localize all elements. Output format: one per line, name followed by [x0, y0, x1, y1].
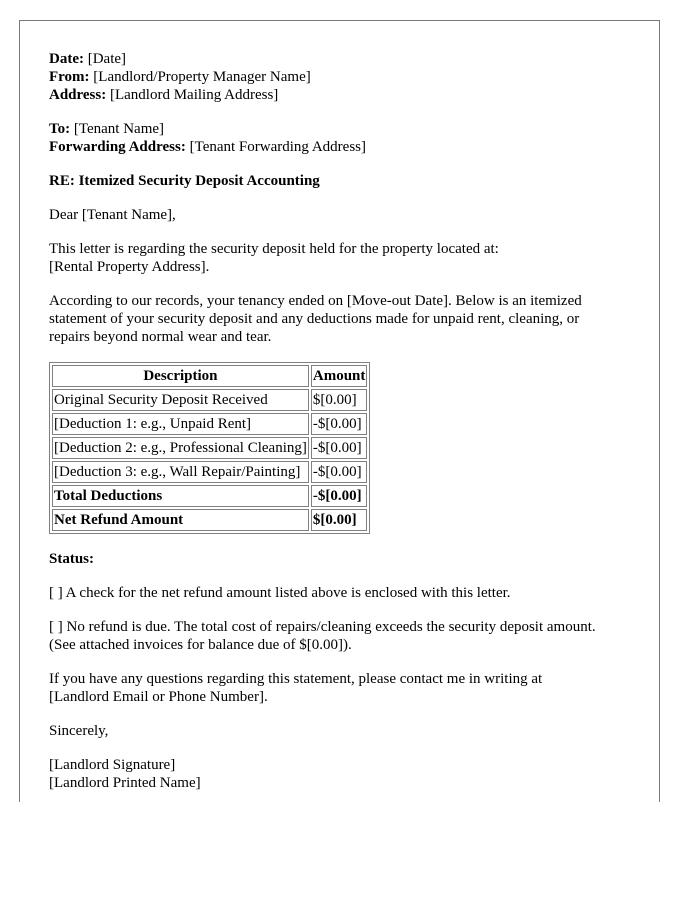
to-label: To: — [49, 121, 71, 137]
no-refund-line-2: (See attached invoices for balance due of $[0.00]). — [49, 637, 352, 653]
letter-header — [49, 50, 649, 104]
table-row — [52, 437, 367, 459]
net-refund-row — [52, 509, 367, 531]
status-option-no-refund — [49, 618, 649, 654]
table-row — [52, 461, 367, 483]
status-option-refund: [ ] A check for the net refund amount listed above is enclosed with this letter. — [49, 585, 511, 601]
subject-text: RE: Itemized Security Deposit Accounting — [49, 173, 320, 189]
to-value: [Tenant Name] — [73, 121, 165, 137]
property-address-line: [Rental Property Address]. — [49, 259, 210, 275]
letter-body — [49, 50, 649, 808]
contact-line-2: [Landlord Email or Phone Number]. — [49, 689, 268, 705]
row-description: [Deduction 2: e.g., Professional Cleaning] — [52, 437, 309, 459]
records-line-1: According to our records, your tenancy ended on [Move-out Date]. Below is an itemized — [49, 293, 582, 309]
row-amount: -$[0.00] — [311, 437, 368, 459]
forwarding-line — [49, 138, 649, 156]
date-line — [49, 50, 649, 68]
closing: Sincerely, — [49, 723, 109, 739]
intro-paragraph — [49, 240, 649, 276]
row-description: Original Security Deposit Received — [52, 389, 309, 411]
address-value: [Landlord Mailing Address] — [109, 87, 279, 103]
table-header-row — [52, 365, 367, 387]
row-description: [Deduction 3: e.g., Wall Repair/Painting] — [52, 461, 309, 483]
total-deductions-row — [52, 485, 367, 507]
total-deductions-amount: -$[0.00] — [311, 485, 368, 507]
deposit-table — [49, 362, 370, 534]
subject-line — [49, 172, 649, 190]
address-line — [49, 86, 649, 104]
from-line — [49, 68, 649, 86]
total-deductions-label: Total Deductions — [52, 485, 309, 507]
from-label: From: — [49, 69, 90, 85]
no-refund-line-1: [ ] No refund is due. The total cost of repairs/cleaning exceeds the security deposit amount. — [49, 619, 596, 635]
table-row — [52, 389, 367, 411]
date-value: [Date] — [87, 51, 127, 67]
status-label: Status: — [49, 551, 95, 567]
records-line-2: statement of your security deposit and any deductions made for unpaid rent, cleaning, or — [49, 311, 580, 327]
row-amount: -$[0.00] — [311, 461, 368, 483]
to-line — [49, 120, 649, 138]
contact-line-1: If you have any questions regarding this statement, please contact me in writing at — [49, 671, 543, 687]
row-amount: -$[0.00] — [311, 413, 368, 435]
signature-line: [Landlord Signature] — [49, 757, 176, 773]
recipient-block — [49, 120, 649, 156]
forwarding-value: [Tenant Forwarding Address] — [189, 139, 366, 155]
records-paragraph — [49, 292, 649, 346]
forwarding-label: Forwarding Address: — [49, 139, 186, 155]
net-refund-label: Net Refund Amount — [52, 509, 309, 531]
letter-page — [19, 20, 660, 802]
records-line-3: repairs beyond normal wear and tear. — [49, 329, 272, 345]
row-description: [Deduction 1: e.g., Unpaid Rent] — [52, 413, 309, 435]
status-heading — [49, 550, 649, 568]
salutation: Dear [Tenant Name], — [49, 207, 176, 223]
row-amount: $[0.00] — [311, 389, 368, 411]
address-label: Address: — [49, 87, 107, 103]
date-label: Date: — [49, 51, 84, 67]
amount-header: Amount — [311, 365, 368, 387]
contact-paragraph — [49, 670, 649, 706]
from-value: [Landlord/Property Manager Name] — [93, 69, 311, 85]
table-row — [52, 413, 367, 435]
intro-line-1: This letter is regarding the security deposit held for the property located at: — [49, 241, 499, 257]
printed-name-line: [Landlord Printed Name] — [49, 775, 201, 791]
description-header: Description — [52, 365, 309, 387]
signature-block — [49, 756, 649, 792]
net-refund-amount: $[0.00] — [311, 509, 368, 531]
